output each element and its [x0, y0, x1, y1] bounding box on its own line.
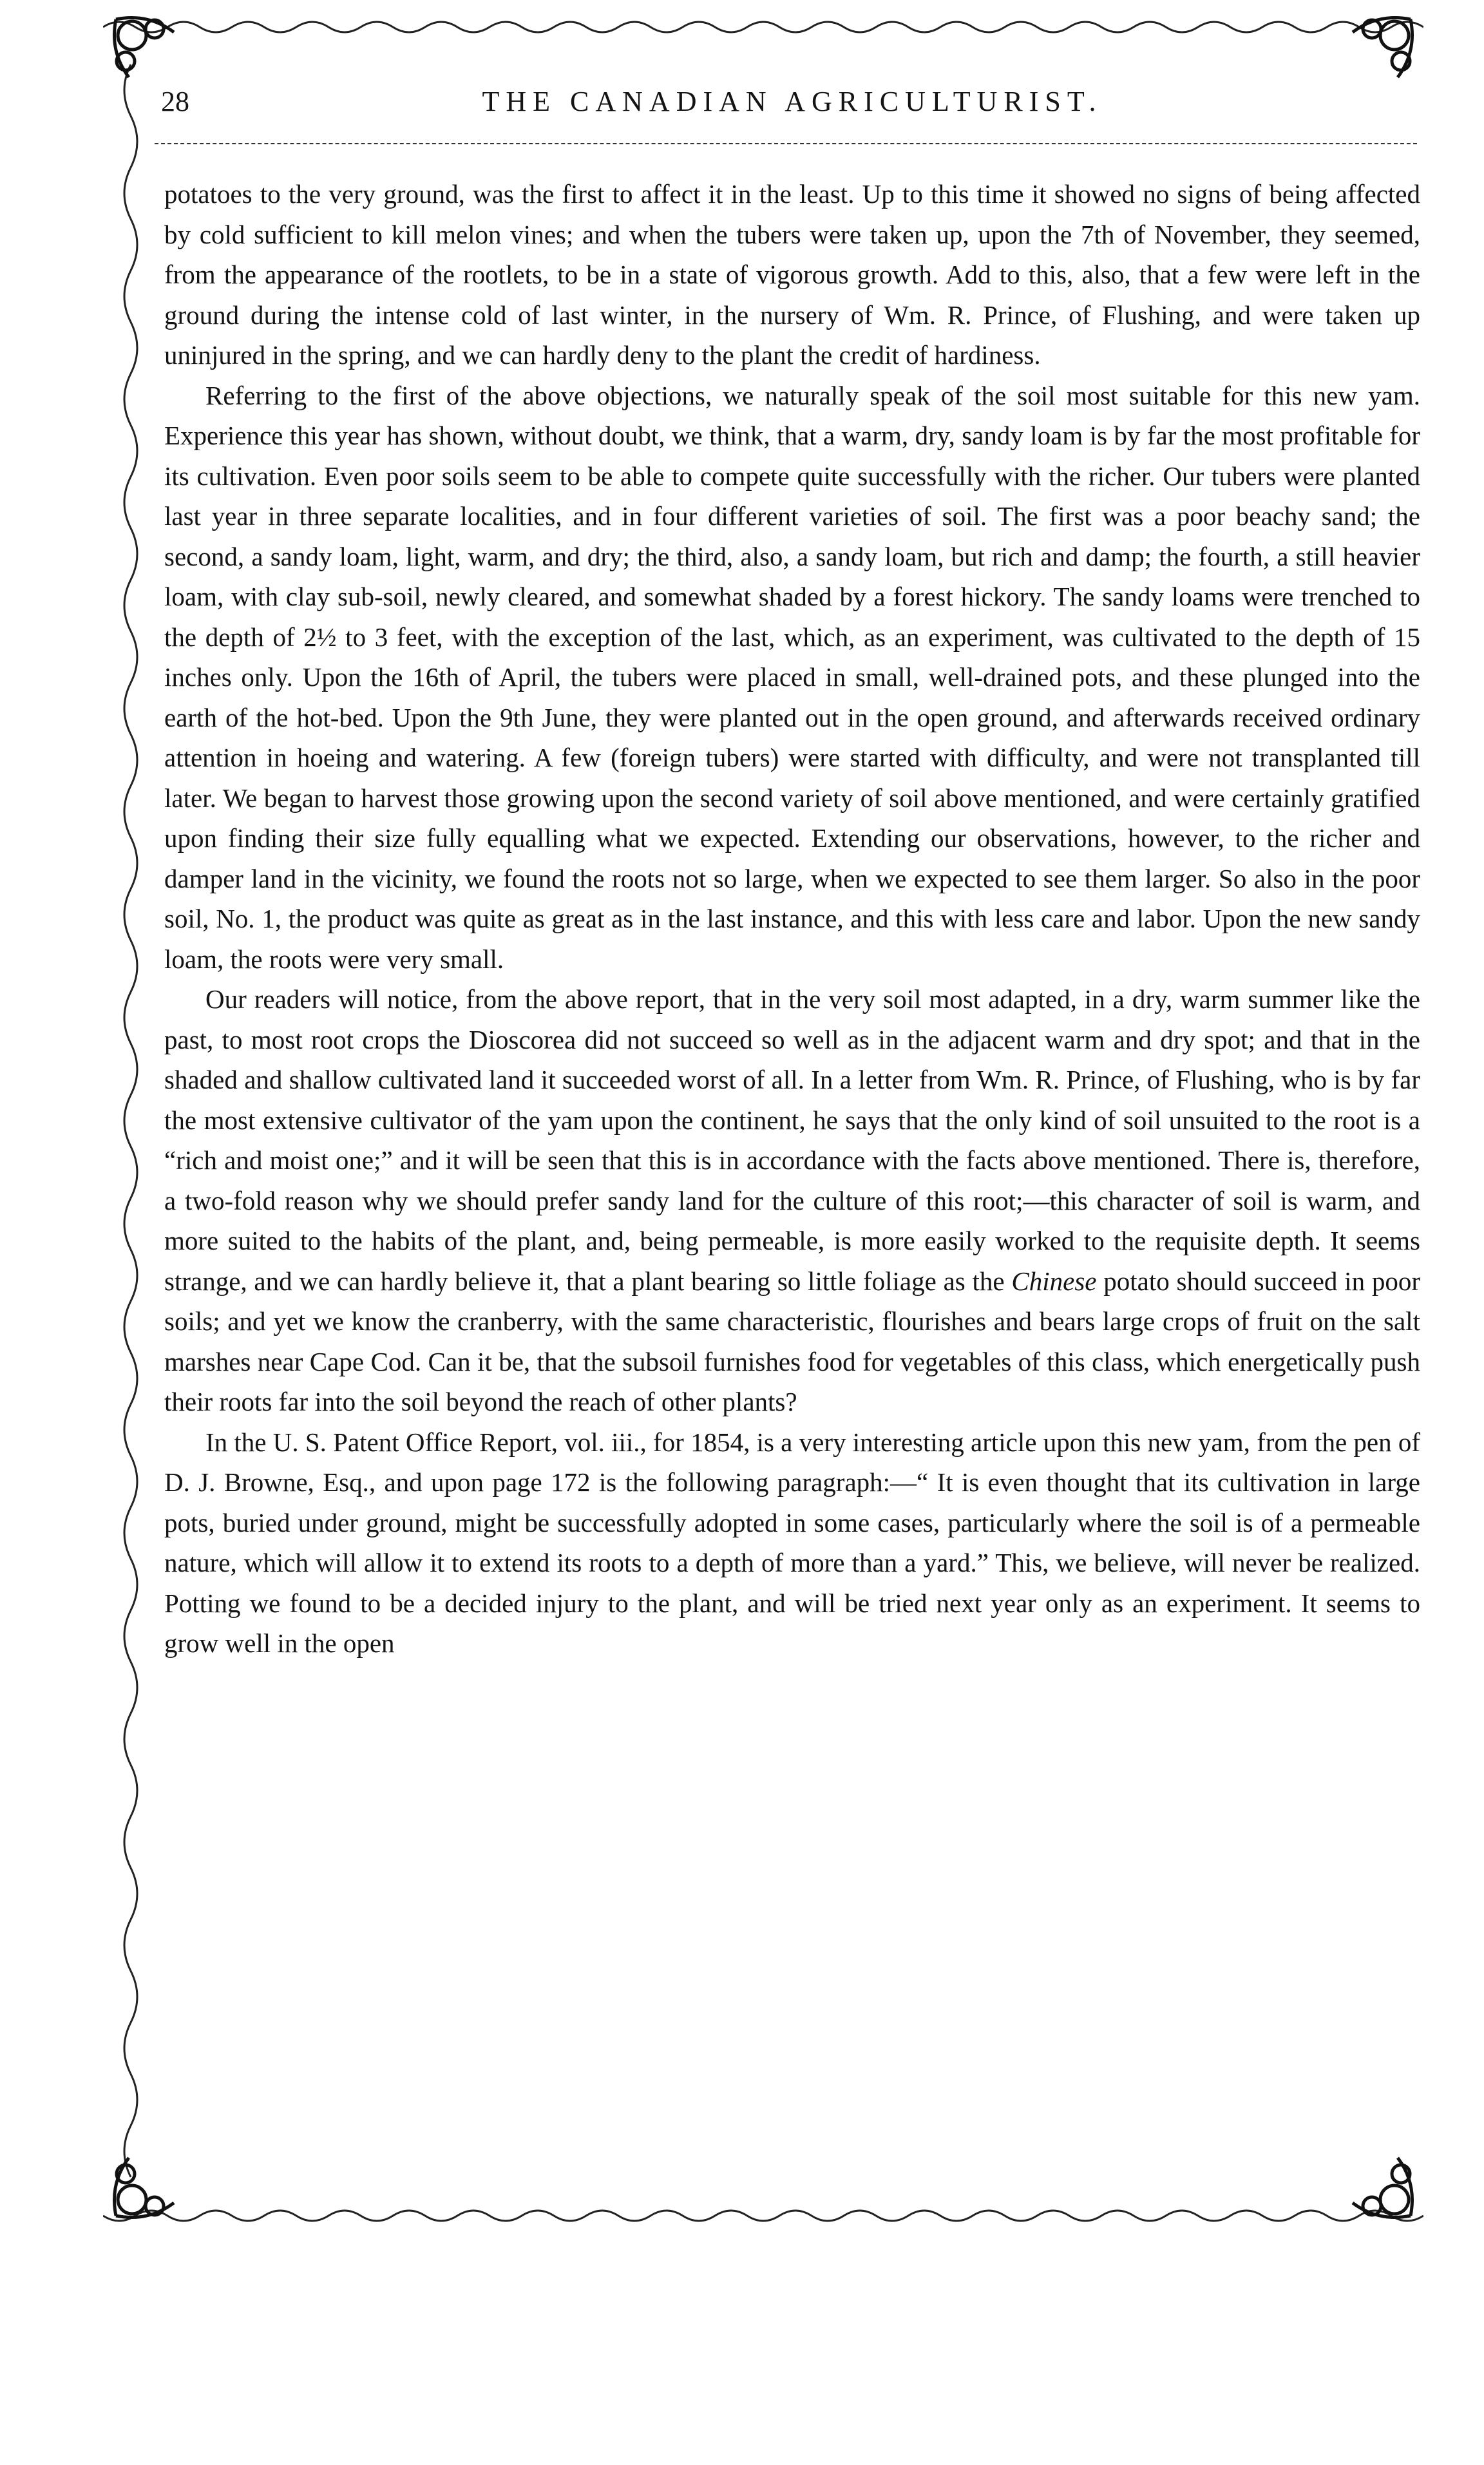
- ornamental-border-bottom: [103, 2203, 1423, 2229]
- paragraph: In the U. S. Patent Office Report, vol. iii., for 1854, is a very interesting article upon this new yam, from the pen of D. J. Browne, Esq., and upon page 172 is the following paragraph:—“ It is even thought that its cultivation in large pots, buried under ground, might be successfully adopted in some cases, particularly where the soil is of a permeable nature, which will allow it to extend its roots to a depth of more than a yard.” This, we believe, will never be realized. Potting we found to be a decided injury to the plant, and will be tried next year only as an experiment. It seems to grow well in the open: [164, 1427, 1420, 1658]
- article-body: [164, 174, 1420, 1664]
- ornamental-border-top: [103, 14, 1423, 40]
- paragraph-text: Our readers will notice, from the above report, that in the very soil most adapted, in a dry, warm summer like the past, to most root crops the Dioscorea did not succeed so well as in the adjacent warm and dry spot; and that in the shaded and shallow cultivated land it succeeded worst of all. In a letter from Wm. R. Prince, of Flushing, who is by far the most extensive cultivator of the yam upon the continent, he says that the only kind of soil unsuited to the root is a “rich and moist one;” and it will be seen that this is in accordance with the facts above mentioned. There is, therefore, a two-fold reason why we should prefer sandy land for the culture of this root;—this character of soil is warm, and more suited to the habits of the plant, and, being permeable, is more easily worked to the requisite depth. It seems strange, and we can hardly believe it, that a plant bearing so little foliage as the: [164, 984, 1420, 1296]
- corner-ornament-bottom-left: [103, 2138, 193, 2229]
- running-title: THE CANADIAN AGRICULTURIST.: [482, 86, 1103, 117]
- paragraph: potatoes to the very ground, was the first to affect it in the least. Up to this time it showed no signs of being affected by cold sufficient to kill melon vines; and when the tubers were taken up, upon the 7th of November, they seemed, from the appearance of the rootlets, to be in a state of vigorous growth. Add to this, also, that a few were left in the ground during the intense cold of last winter, in the nursery of Wm. R. Prince, of Flushing, and were taken up uninjured in the spring, and we can hardly deny to the plant the credit of hardiness.: [164, 179, 1420, 370]
- page-header: [161, 76, 1423, 128]
- italic-term: Chinese: [1011, 1266, 1097, 1296]
- paragraph: [164, 979, 1420, 1422]
- corner-ornament-bottom-right: [1333, 2138, 1423, 2229]
- page-number: 28: [161, 86, 189, 117]
- header-rule: [155, 143, 1417, 144]
- paragraph: Referring to the first of the above objections, we naturally speak of the soil most suitable for this new yam. Experience this year has shown, without doubt, we think, that a warm, dry, sandy loam is by far the most profitable for its cultivation. Even poor soils seem to be able to compete quite successfully with the richer. Our tubers were planted last year in three separate localities, and in four different varieties of soil. The first was a poor beachy sand; the second, a sandy loam, light, warm, and dry; the third, also, a sandy loam, but rich and damp; the fourth, a still heavier loam, with clay sub-soil, newly cleared, and somewhat shaded by a forest hickory. The sandy loams were trenched to the depth of 2½ to 3 feet, with the exception of the last, which, as an experiment, was cultivated to the depth of 15 inches only. Upon the 16th of April, the tubers were placed in small, well-drained pots, and these plunged into the earth of the hot-bed. Upon the 9th June, they were planted out in the open ground, and afterwards received ordinary attention in hoeing and watering. A few (foreign tubers) were started with difficulty, and were not transplanted till later. We began to harvest those growing upon the second variety of soil above mentioned, and were certainly gratified upon finding their size fully equalling what we expected. Extending our observations, however, to the richer and damper land in the vicinity, we found the roots not so large, when we expected to see them larger. So also in the poor soil, No. 1, the product was quite as great as in the last instance, and this with less care and labor. Upon the new sandy loam, the roots were very small.: [164, 380, 1420, 974]
- paragraph-text: potato should succeed in poor soils; and yet we know the cranberry, with the same characteristic, flourishes and bears large crops of fruit on the salt marshes near Cape Cod. Can it be, that the subsoil furnishes food for vegetables of this class, which energetically push their roots far into the soil beyond the reach of other plants?: [164, 1266, 1420, 1416]
- ornamental-border-left: [108, 64, 153, 2203]
